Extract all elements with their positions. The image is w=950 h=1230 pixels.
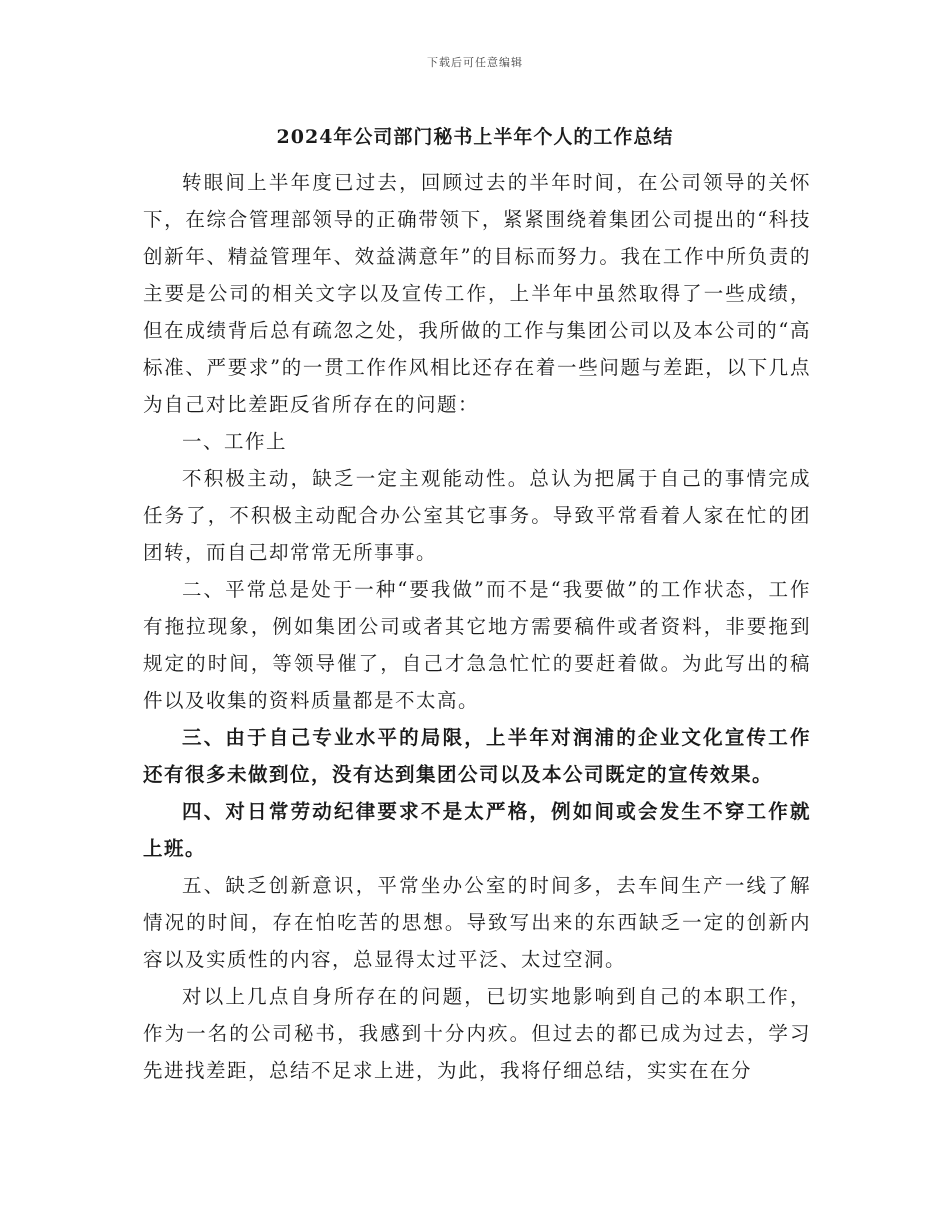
paragraph-point-2: 二、平常总是处于一种“要我做”而不是“我要做”的工作状态，工作有拖拉现象，例如集团公司或者其它地方需要稿件或者资料，非要拖到规定的时间，等领导催了，自己才急急忙忙的要赶着做。为此写出的稿件以及收集的资料质量都是不太高。 <box>143 578 811 712</box>
paragraph-point-4: 四、对日常劳动纪律要求不是太严格，例如间或会发生不穿工作就上班。 <box>143 800 811 860</box>
paragraph-section-heading: 一、工作上 <box>182 430 288 453</box>
paragraph-point-1: 不积极主动，缺乏一定主观能动性。总认为把属于自己的事情完成任务了，不积极主动配合办公室其它事务。导致平常看着人家在忙的团团转，而自己却常常无所事事。 <box>143 467 811 564</box>
header-note: 下载后可任意编辑 <box>427 56 523 69</box>
paragraph-point-3: 三、由于自己专业水平的局限，上半年对润浦的企业文化宣传工作还有很多未做到位，没有达到集团公司以及本公司既定的宣传效果。 <box>143 726 811 786</box>
document-title: 2024年公司部门秘书上半年个人的工作总结 <box>276 126 674 148</box>
paragraph-intro: 转眼间上半年度已过去，回顾过去的半年时间，在公司领导的关怀下，在综合管理部领导的正确带领下，紧紧围绕着集团公司提出的“科技创新年、精益管理年、效益满意年”的目标而努力。我在工作中所负责的主要是公司的相关文字以及宣传工作，上半年中虽然取得了一些成绩，但在成绩背后总有疏忽之处，我所做的工作与集团公司以及本公司的“高标准、严要求”的一贯工作作风相比还存在着一些问题与差距，以下几点为自己对比差距反省所存在的问题： <box>143 171 811 416</box>
paragraph-point-5: 五、缺乏创新意识，平常坐办公室的时间多，去车间生产一线了解情况的时间，存在怕吃苦的思想。导致写出来的东西缺乏一定的创新内容以及实质性的内容，总显得太过平泛、太过空洞。 <box>143 874 811 971</box>
document-body <box>143 164 811 1089</box>
paragraph-conclusion: 对以上几点自身所存在的问题，已切实地影响到自己的本职工作，作为一名的公司秘书，我感到十分内疚。但过去的都已成为过去，学习先进找差距，总结不足求上进，为此，我将仔细总结，实实在在分 <box>143 985 811 1082</box>
